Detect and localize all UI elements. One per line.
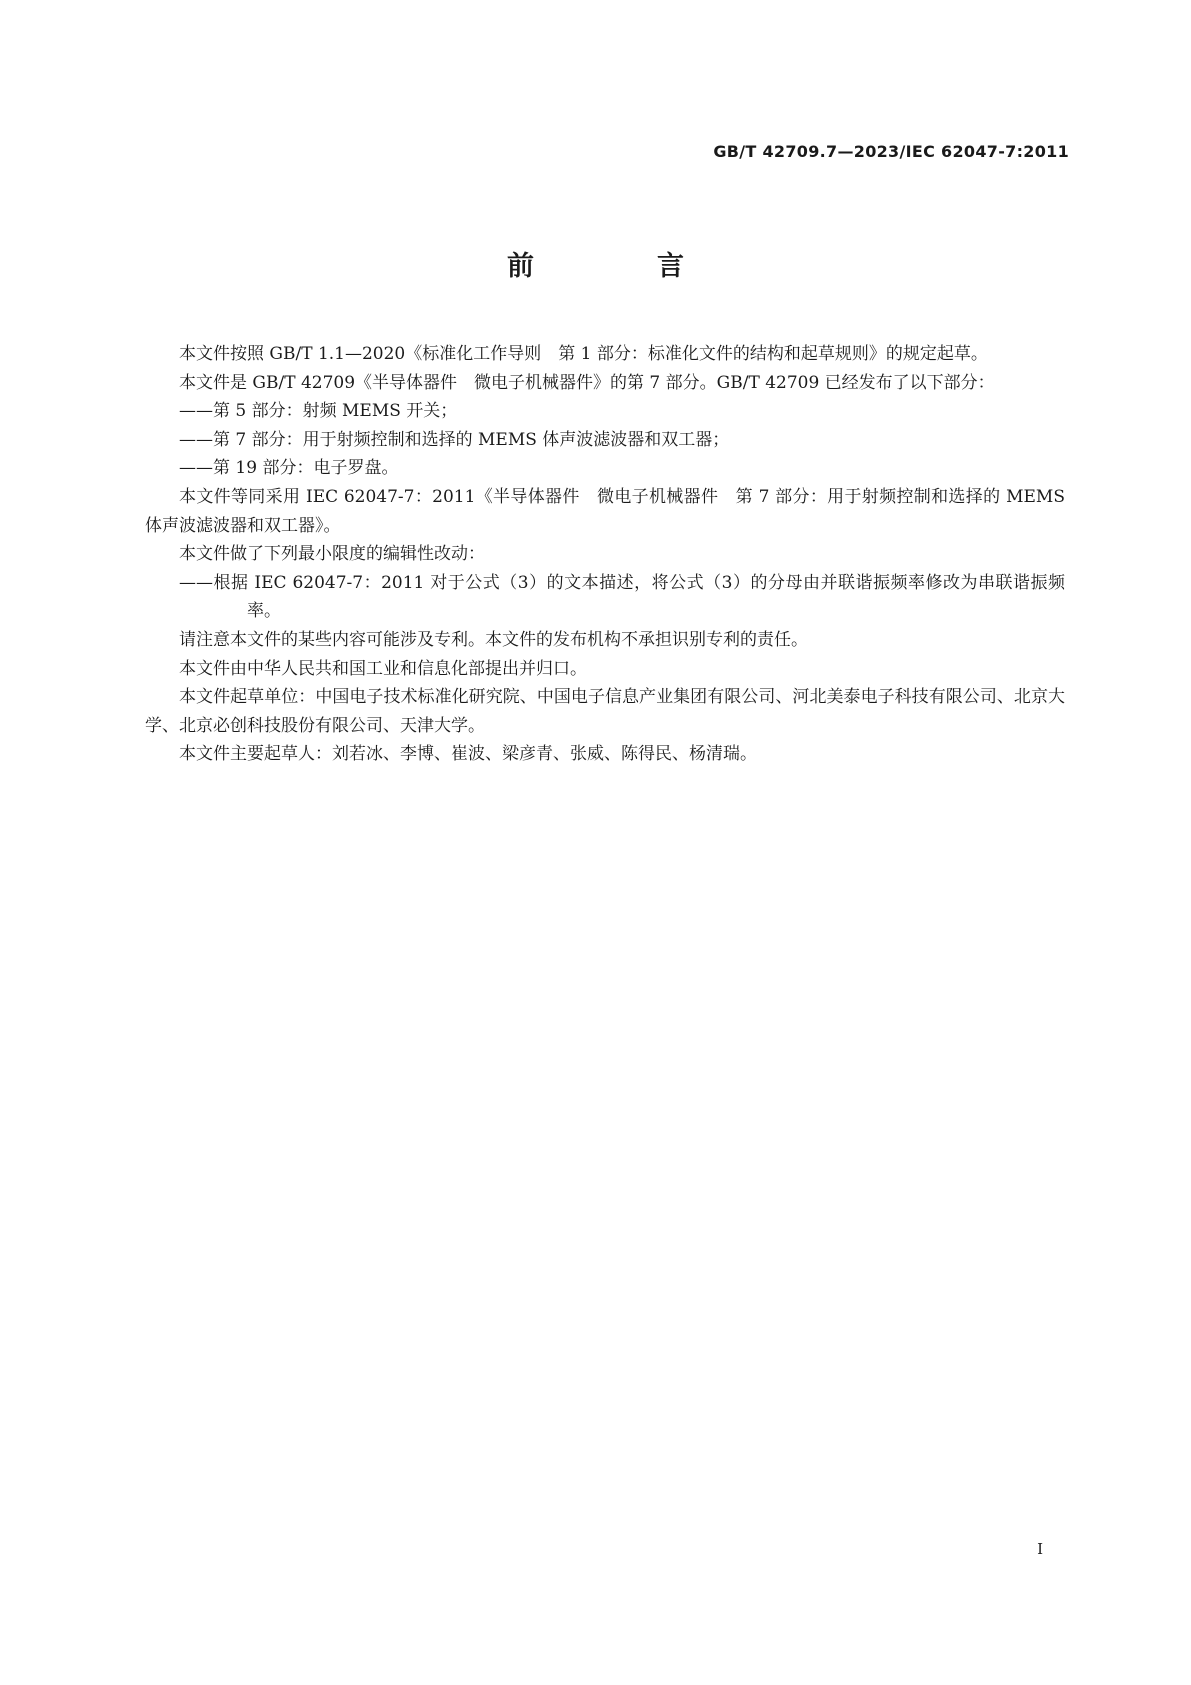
list-item-part-19: ——第 19 部分：电子罗盘。 — [179, 458, 399, 479]
paragraph-drafters: 本文件主要起草人：刘若冰、李博、崔波、梁彦青、张威、陈得民、杨清瑞。 — [179, 744, 757, 765]
list-item-part-5: ——第 5 部分：射频 MEMS 开关； — [179, 401, 458, 422]
page-number: I — [1037, 1540, 1043, 1558]
page-title: 前 言 — [507, 251, 732, 282]
paragraph-patent-notice: 请注意本文件的某些内容可能涉及专利。本文件的发布机构不承担识别专利的责任。 — [179, 629, 808, 650]
list-item-part-7: ——第 7 部分：用于射频控制和选择的 MEMS 体声波滤波器和双工器； — [179, 429, 730, 450]
paragraph-drafting-rules: 本文件按照 GB/T 1.1—2020《标准化工作导则 第 1 部分：标准化文件的结构和起草规则》的规定起草。 — [179, 344, 988, 364]
paragraph-series-part: 本文件是 GB/T 42709《半导体器件 微电子机械器件》的第 7 部分。GB/T 42709 已经发布了以下部分： — [179, 372, 995, 393]
paragraph-iec-adoption: 本文件等同采用 IEC 62047-7：2011《半导体器件 微电子机械器件 第 7 部分：用于射频控制和选择的 MEMS 体声波滤波器和双工器》。 — [145, 486, 1065, 536]
paragraph-proposer: 本文件由中华人民共和国工业和信息化部提出并归口。 — [179, 658, 587, 679]
paragraph-drafting-units: 本文件起草单位：中国电子技术标准化研究院、中国电子信息产业集团有限公司、河北美泰电子科技有限公司、北京大学、北京必创科技股份有限公司、天津大学。 — [145, 687, 1065, 736]
header-standard-code: GB/T 42709.7—2023/IEC 62047-7:2011 — [713, 142, 1069, 161]
list-item-formula-change: ——根据 IEC 62047-7：2011 对于公式（3）的文本描述，将公式（3）的分母由并联谐振频率修改为串联谐振频率。 — [179, 572, 1065, 622]
foreword-body — [145, 340, 1065, 769]
paragraph-editorial-changes: 本文件做了下列最小限度的编辑性改动： — [179, 544, 485, 565]
